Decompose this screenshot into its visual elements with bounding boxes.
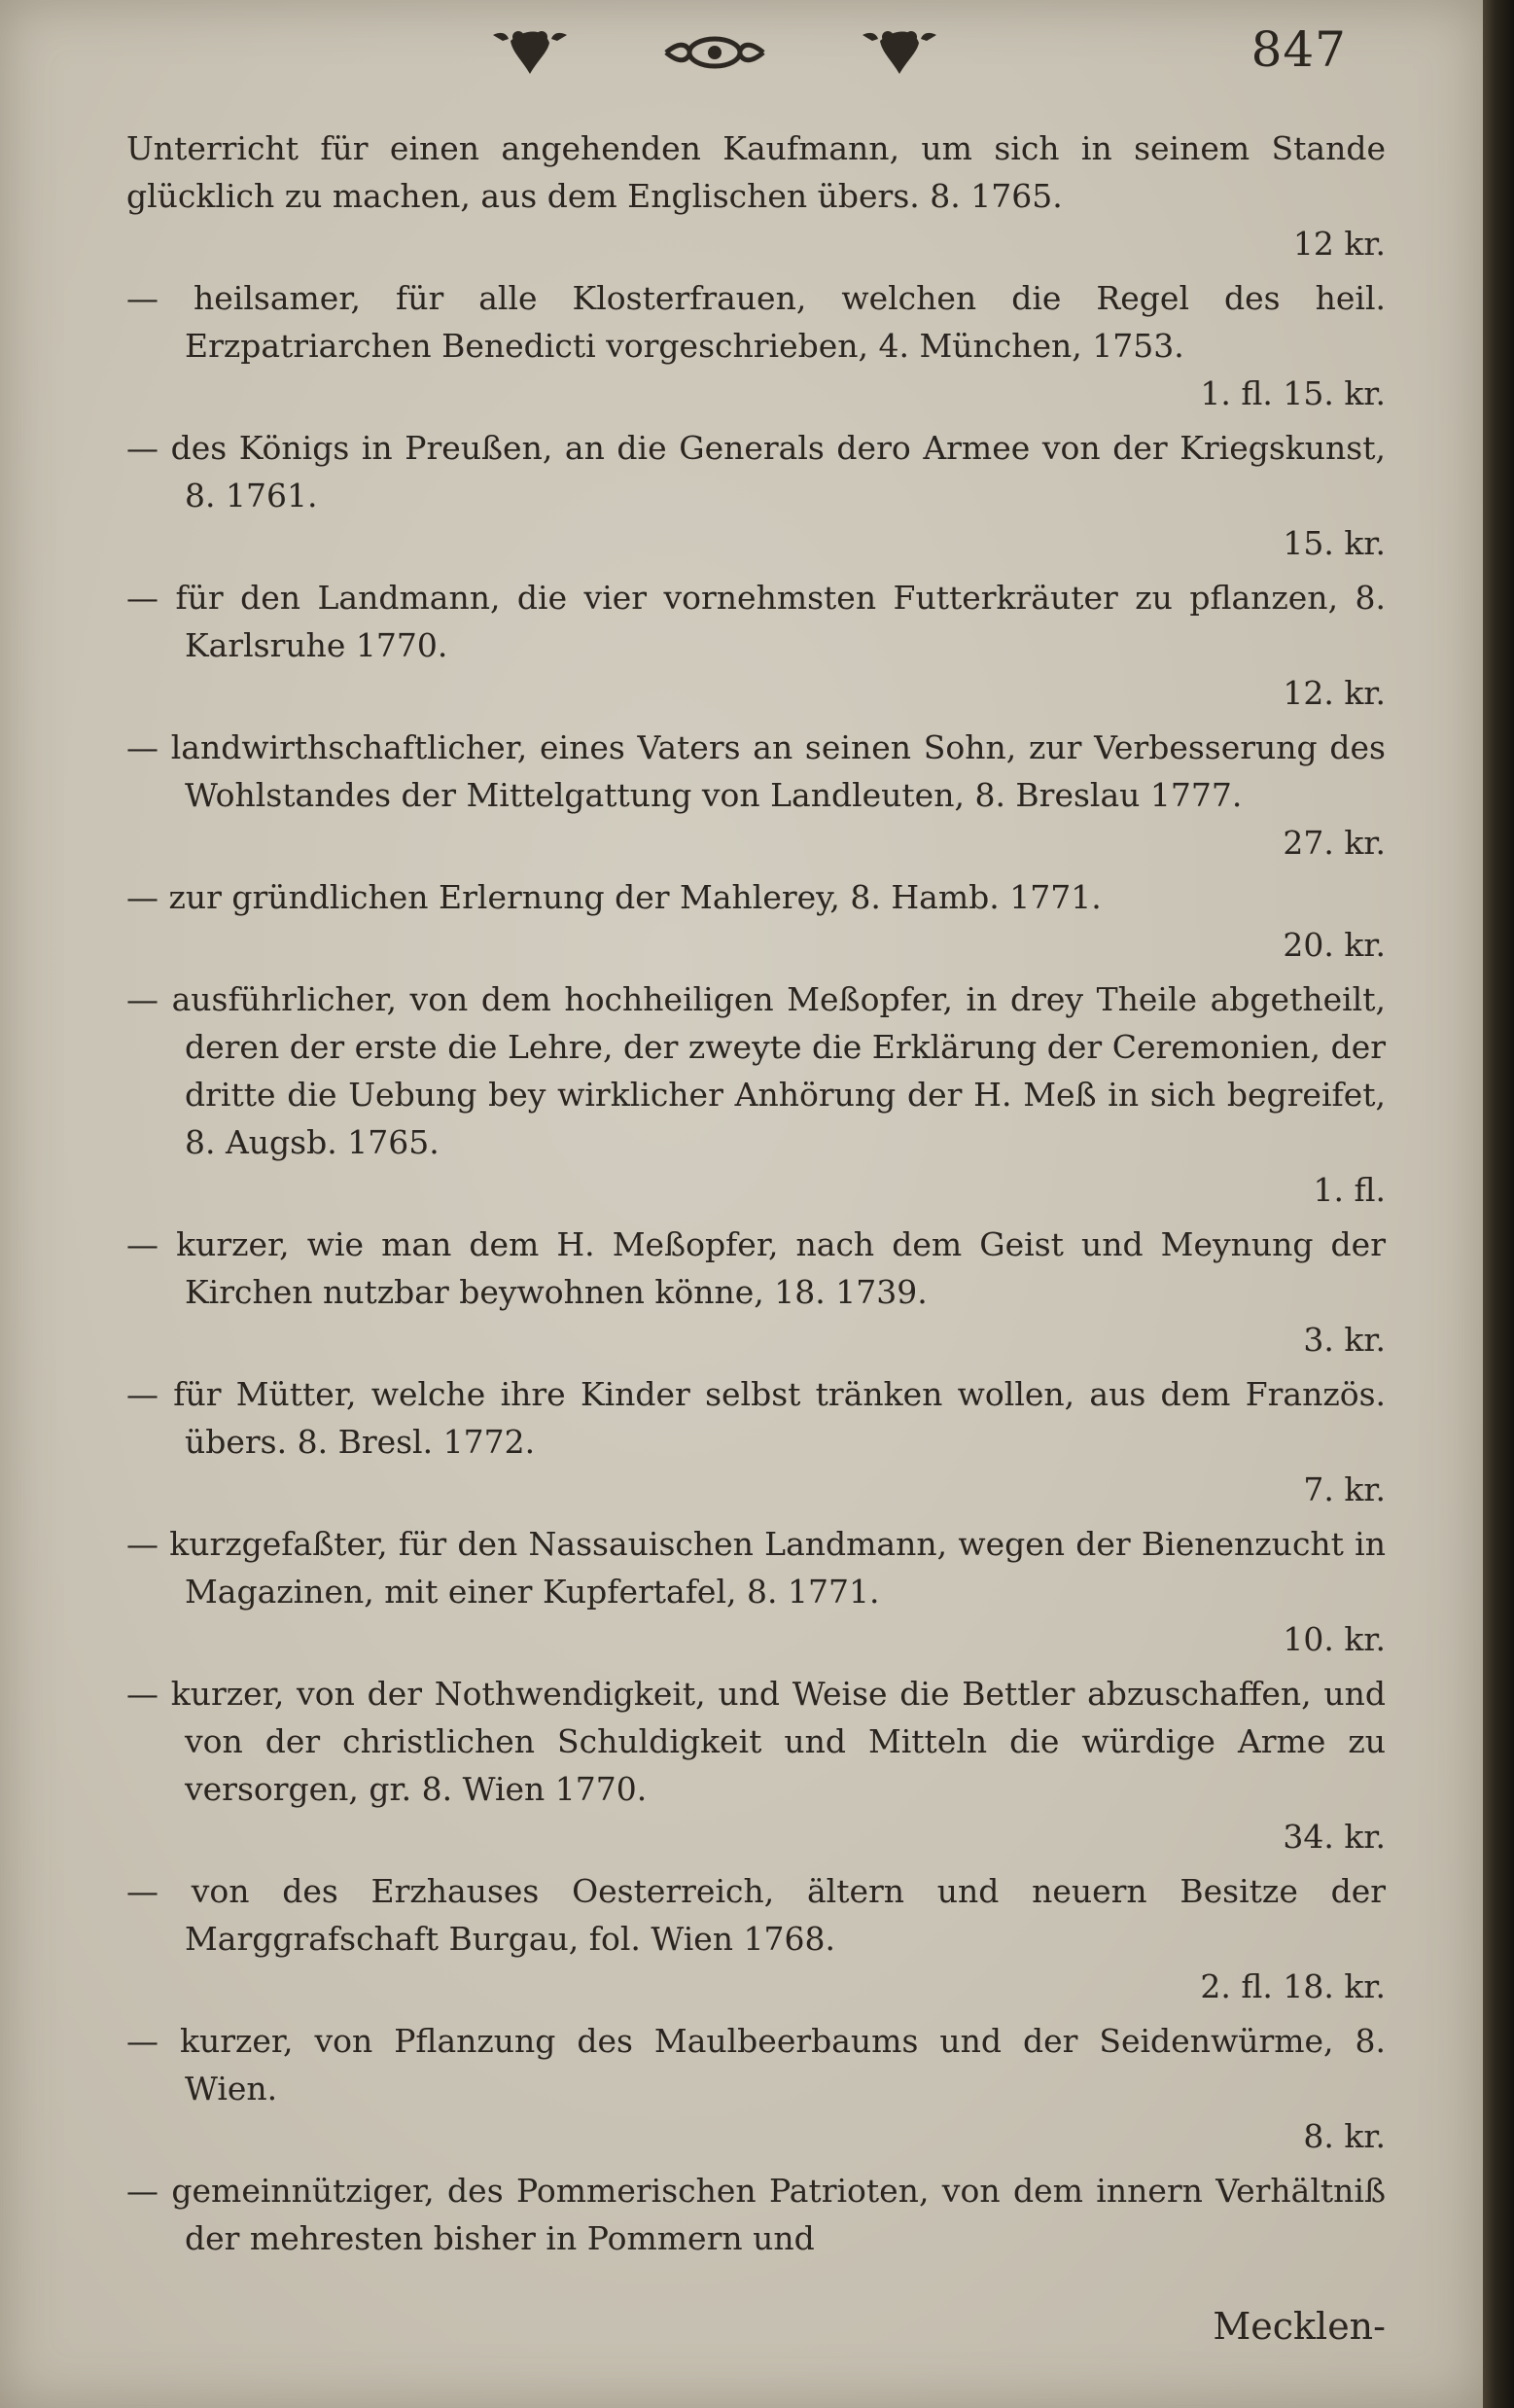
page-edge [1483,0,1514,2408]
entry-price: 20. kr. [1283,926,1386,964]
entry-price: 10. kr. [1283,1620,1386,1658]
list-item [126,424,1386,574]
price-line [185,519,1386,574]
price-line [185,1466,1386,1520]
entry-title: — zur gründlichen Erlernung der Mahlerey, 8. Hamb. 1771. [126,878,1102,916]
entry-title: — ausführlicher, von dem hochheiligen Meßopfer, in drey Theile abgetheilt, deren der erste die Lehre, der zweyte die Erklärung der Ceremonien, der dritte die Uebung bey wirklicher Anhörung der H. Meß in sich begreifet, 8. Augsb. 1765. [126,980,1386,1161]
list-item [126,2167,1386,2262]
price-line [126,220,1386,274]
entry-title: Unterricht für einen angehenden Kaufmann, um sich in seinem Stande glücklich zu machen, aus dem Englischen übers. 8. 1765. [126,129,1386,215]
entry-list [126,124,1386,2262]
price-line [185,1316,1386,1370]
price-line [185,921,1386,975]
entry-price: 7. kr. [1303,1470,1386,1508]
entry-price: 12. kr. [1283,674,1386,712]
price-line [185,1813,1386,1867]
list-item [126,2017,1386,2167]
entry-price: 12 kr. [1292,225,1386,263]
entry-price: 3. kr. [1303,1321,1386,1359]
list-item [126,574,1386,724]
entry-price: 27. kr. [1283,824,1386,862]
list-item [126,1370,1386,1520]
catchword: Mecklen- [1213,2305,1386,2348]
price-line [185,819,1386,873]
price-line [185,1166,1386,1221]
list-item [126,1520,1386,1670]
ornament-icon [491,23,938,82]
entry-title: — kurzer, von Pflanzung des Maulbeerbaums und der Seidenwürme, 8. Wien. [126,2022,1386,2107]
list-item [126,124,1386,274]
price-line [185,1963,1386,2017]
entry-title: — kurzer, wie man dem H. Meßopfer, nach dem Geist und Meynung der Kirchen nutzbar beywohnen könne, 18. 1739. [126,1225,1386,1311]
entry-title: — des Königs in Preußen, an die Generals dero Armee von der Kriegskunst, 8. 1761. [126,429,1386,514]
list-item [126,873,1386,975]
list-item [126,1670,1386,1867]
entry-price: 15. kr. [1283,524,1386,562]
list-item [126,1221,1386,1370]
list-item [126,724,1386,873]
entry-price: 1. fl. [1313,1171,1386,1209]
entry-title: — kurzer, von der Nothwendigkeit, und Weise die Bettler abzuschaffen, und von der christlichen Schuldigkeit und Mitteln die würdige Arme zu versorgen, gr. 8. Wien 1770. [126,1675,1386,1808]
page-header [0,18,1483,95]
price-line [185,1615,1386,1670]
list-item [126,975,1386,1221]
entry-title: — landwirthschaftlicher, eines Vaters an seinen Sohn, zur Verbesserung des Wohlstandes der Mittelgattung von Landleuten, 8. Breslau 1777. [126,728,1386,814]
entry-price: 34. kr. [1283,1818,1386,1856]
entry-title: — für den Landmann, die vier vornehmsten Futterkräuter zu pflanzen, 8. Karlsruhe 1770. [126,579,1386,664]
price-line [185,669,1386,724]
entry-price: 2. fl. 18. kr. [1200,1967,1386,2005]
entry-title: — gemeinnütziger, des Pommerischen Patrioten, von dem innern Verhältniß der mehresten bisher in Pommern und [126,2172,1386,2257]
entry-title: — heilsamer, für alle Klosterfrauen, welchen die Regel des heil. Erzpatriarchen Benedicti vorgeschrieben, 4. München, 1753. [126,279,1386,365]
entry-price: 1. fl. 15. kr. [1200,374,1386,412]
list-item [126,274,1386,424]
entry-price: 8. kr. [1303,2117,1386,2155]
price-line [185,2112,1386,2167]
entry-title: — für Mütter, welche ihre Kinder selbst tränken wollen, aus dem Französ. übers. 8. Bresl. 1772. [126,1375,1386,1461]
page-number: 847 [1250,21,1347,78]
entry-title: — von des Erzhauses Oesterreich, ältern und neuern Besitze der Marggrafschaft Burgau, fol. Wien 1768. [126,1872,1386,1958]
list-item [126,1867,1386,2017]
entry-title: — kurzgefaßter, für den Nassauischen Landmann, wegen der Bienenzucht in Magazinen, mit einer Kupfertafel, 8. 1771. [126,1525,1386,1611]
price-line [185,370,1386,424]
